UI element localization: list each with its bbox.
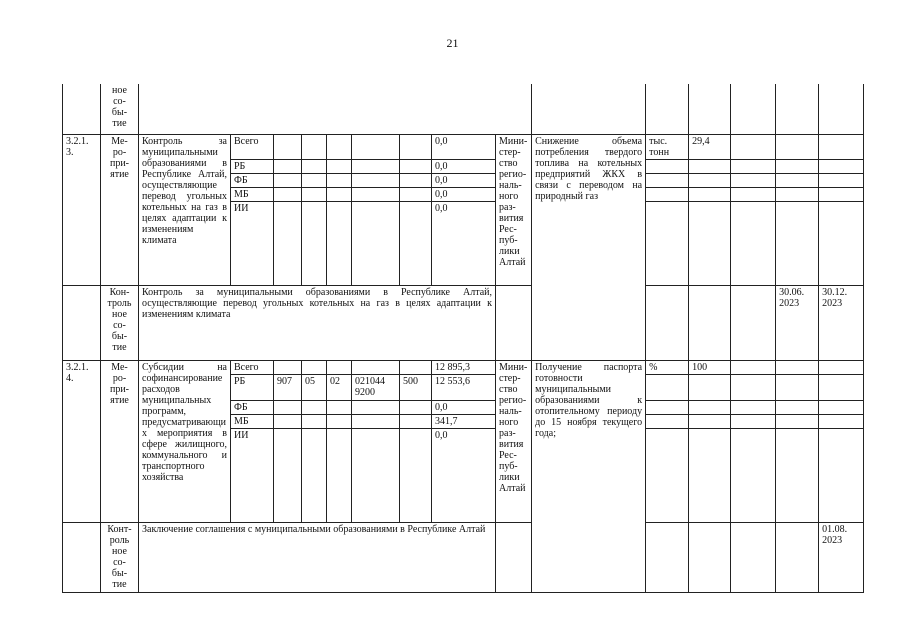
event-date: 01.08. 2023	[819, 522, 864, 592]
source-label: ФБ	[231, 173, 274, 187]
unit: тыс. тонн	[646, 134, 689, 159]
amount: 12 895,3	[432, 360, 496, 374]
table-row	[63, 285, 864, 360]
source-label: ФБ	[231, 400, 274, 414]
amount: 0,0	[432, 159, 496, 173]
amount: 0,0	[432, 428, 496, 522]
indicator: Получение паспорта готовности муниципальными образованиями к отопительному периоду до 15 ноября текущего года;	[532, 360, 646, 592]
budget-code: 05	[302, 374, 327, 400]
indicator-value: 100	[689, 360, 731, 374]
indicator: Снижение объема потребления твердого топлива на котельных предприятий ЖКХ в связи с переводом на природный газ	[532, 134, 646, 360]
measure-name: Контроль за муниципальными образованиями в Республике Алтай, осуществляющие перевод угольных котельных на газ в целях адаптации к изменениям климата	[139, 134, 231, 285]
source-label: РБ	[231, 159, 274, 173]
executor: Мини- стер- ство регио- наль- ного раз- вития Рес- пуб- лики Алтай	[496, 360, 532, 522]
source-label: МБ	[231, 187, 274, 201]
table-row	[63, 360, 864, 374]
amount: 0,0	[432, 187, 496, 201]
amount: 0,0	[432, 400, 496, 414]
event-text: Заключение соглашения с муниципальными образованиями в Республике Алтай	[139, 522, 496, 592]
amount: 0,0	[432, 134, 496, 159]
row-number: 3.2.1. 3.	[63, 134, 101, 285]
budget-code: 500	[400, 374, 432, 400]
source-label: РБ	[231, 374, 274, 400]
page-number: 21	[446, 36, 459, 50]
amount: 0,0	[432, 173, 496, 187]
indicator-value: 29,4	[689, 134, 731, 159]
table-row	[63, 522, 864, 592]
unit: %	[646, 360, 689, 374]
measure-name: Субсидии на софинансирование расходов муниципальных программ, предусматривающих мероприятия в сфере жилищного, коммунального и транспортного хозяйства	[139, 360, 231, 522]
budget-code: 021044 9200	[352, 374, 400, 400]
event-text: Контроль за муниципальными образованиями в Республике Алтай, осуществляющие перевод угольных котельных на газ в целях адаптации к изменениям климата	[139, 285, 496, 360]
source-label: ИИ	[231, 201, 274, 285]
budget-code: 907	[274, 374, 302, 400]
amount: 12 553,6	[432, 374, 496, 400]
source-label: Всего	[231, 134, 274, 159]
amount: 0,0	[432, 201, 496, 285]
table-row	[63, 134, 864, 159]
source-label: Всего	[231, 360, 274, 374]
event-date: 30.12. 2023	[819, 285, 864, 360]
row-type: Ме- ро- при- ятие	[101, 360, 139, 522]
event-label: Кон- троль ное со- бы- тие	[101, 285, 139, 360]
event-label: ное со- бы- тие	[101, 84, 139, 134]
row-number: 3.2.1. 4.	[63, 360, 101, 522]
program-table	[62, 84, 864, 593]
executor: Мини- стер- ство регио- наль- ного раз- вития Рес- пуб- лики Алтай	[496, 134, 532, 285]
source-label: ИИ	[231, 428, 274, 522]
table-row	[63, 84, 864, 134]
event-label: Конт- роль ное со- бы- тие	[101, 522, 139, 592]
budget-code: 02	[327, 374, 352, 400]
amount: 341,7	[432, 414, 496, 428]
row-type: Ме- ро- при- ятие	[101, 134, 139, 285]
event-date: 30.06. 2023	[776, 285, 819, 360]
source-label: МБ	[231, 414, 274, 428]
